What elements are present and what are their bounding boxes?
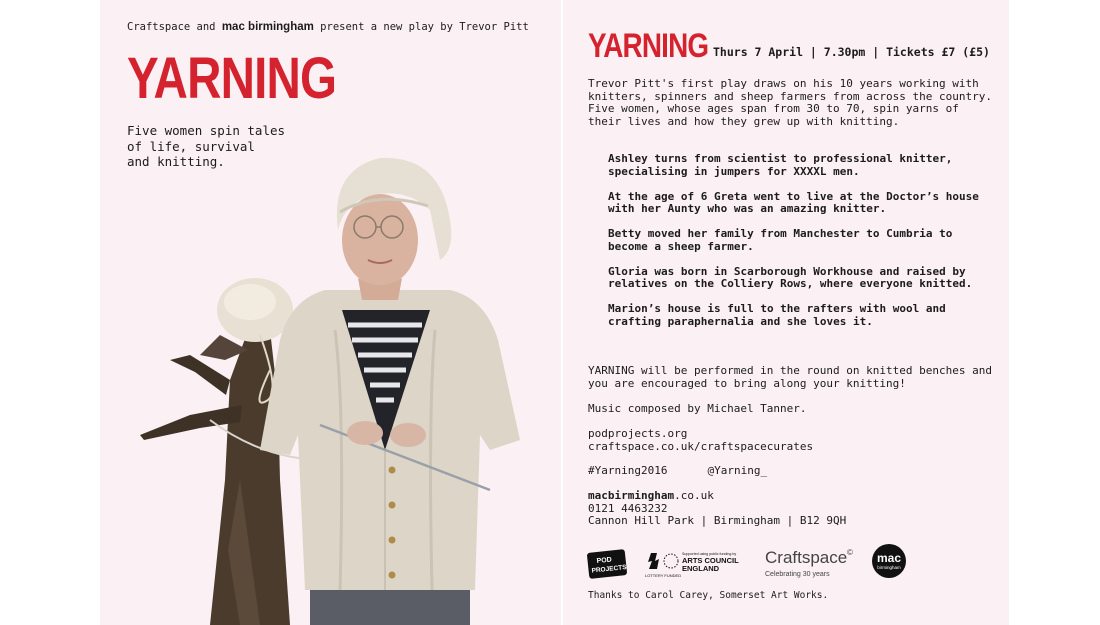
- mac-birmingham-logo: [871, 543, 907, 579]
- svg-text:Craftspace: Craftspace: [765, 548, 848, 567]
- svg-text:PROJECTS: PROJECTS: [591, 563, 627, 575]
- tagline-line: of life, survival: [127, 138, 255, 154]
- character-betty: Betty moved her family from Manchester to Cumbria to become a sheep farmer.: [608, 227, 953, 253]
- venue-website[interactable]: [588, 490, 998, 503]
- social-tags: [588, 465, 998, 478]
- link-craftspace[interactable]: craftspace.co.uk/craftspacecurates: [588, 439, 814, 453]
- acknowledgement: Thanks to Carol Carey, Somerset Art Works.: [588, 590, 829, 601]
- svg-text:POD: POD: [596, 556, 613, 566]
- svg-text:LOTTERY FUNDED: LOTTERY FUNDED: [645, 573, 682, 578]
- link-podprojects[interactable]: podprojects.org: [588, 427, 688, 440]
- character-list: [608, 153, 998, 341]
- poster-back-panel: [563, 0, 1009, 625]
- character-ashley: Ashley turns from scientist to professional knitter, specialising in jumpers for XXXXL men.: [608, 152, 953, 178]
- arts-council-logo: [645, 549, 755, 579]
- knitter-photo: [130, 150, 530, 625]
- play-title: YARNING: [127, 46, 337, 111]
- poster-front-panel: [100, 0, 561, 625]
- music-credit: Music composed by Michael Tanner.: [588, 402, 807, 415]
- svg-text:©: ©: [847, 548, 853, 557]
- svg-text:ARTS COUNCIL: ARTS COUNCIL: [682, 556, 739, 565]
- performance-note: YARNING will be performed in the round on knitted benches and you are encouraged to bring along your knitting!: [588, 364, 992, 390]
- character-gloria: Gloria was born in Scarborough Workhouse and raised by relatives on the Colliery Rows, where everyone knitted.: [608, 264, 973, 290]
- twitter-handle[interactable]: @Yarning_: [707, 464, 768, 477]
- svg-text:birmingham: birmingham: [877, 565, 901, 570]
- sponsor-logos: [587, 543, 907, 583]
- intro-paragraph: Trevor Pitt's first play draws on his 10 years working with knitters, spinners and sheep farmers from across the country. Five women, whose ages span from 30 to 70, spin yarns of their lives and how they grew up with knitting.: [588, 77, 992, 128]
- svg-text:Celebrating 30 years: Celebrating 30 years: [765, 571, 830, 578]
- lottery-hand-icon: [648, 553, 659, 569]
- pod-projects-logo: [587, 549, 629, 579]
- event-details: Thurs 7 April | 7.30pm | Tickets £7 (£5): [713, 45, 990, 59]
- character-greta: At the age of 6 Greta went to live at the Doctor’s house with her Aunty who was an amazing knitter.: [608, 189, 979, 215]
- presenter-brand: mac birmingham: [221, 21, 314, 33]
- web-links: [588, 428, 998, 453]
- tagline-line: and knitting.: [127, 154, 225, 169]
- svg-text:ENGLAND: ENGLAND: [682, 564, 720, 573]
- hashtag[interactable]: #Yarning2016: [588, 464, 668, 477]
- arts-council-emblem-icon: [664, 554, 678, 568]
- svg-text:mac: mac: [876, 551, 902, 565]
- face: [342, 194, 418, 286]
- svg-text:Supported using public funding: Supported using public funding by: [682, 552, 737, 556]
- venue-website-brand: macbirmingham: [588, 489, 675, 502]
- character-marion: Marion’s house is full to the rafters with wool and crafting paraphernalia and she loves it.: [608, 302, 946, 328]
- presenter-suffix: present a new play by Trevor Pitt: [313, 21, 529, 33]
- presenter-line: [127, 21, 529, 33]
- presenter-prefix: Craftspace and: [127, 21, 222, 33]
- craftspace-logo: [765, 545, 861, 579]
- play-title-small: YARNING: [588, 27, 709, 65]
- tagline-line: Five women spin tales: [127, 123, 286, 138]
- venue-info: [588, 490, 998, 528]
- venue-phone: 0121 4463232: [588, 501, 668, 515]
- venue-address: Cannon Hill Park | Birmingham | B12 9QH: [588, 514, 847, 527]
- venue-website-suffix: .co.uk: [674, 489, 714, 502]
